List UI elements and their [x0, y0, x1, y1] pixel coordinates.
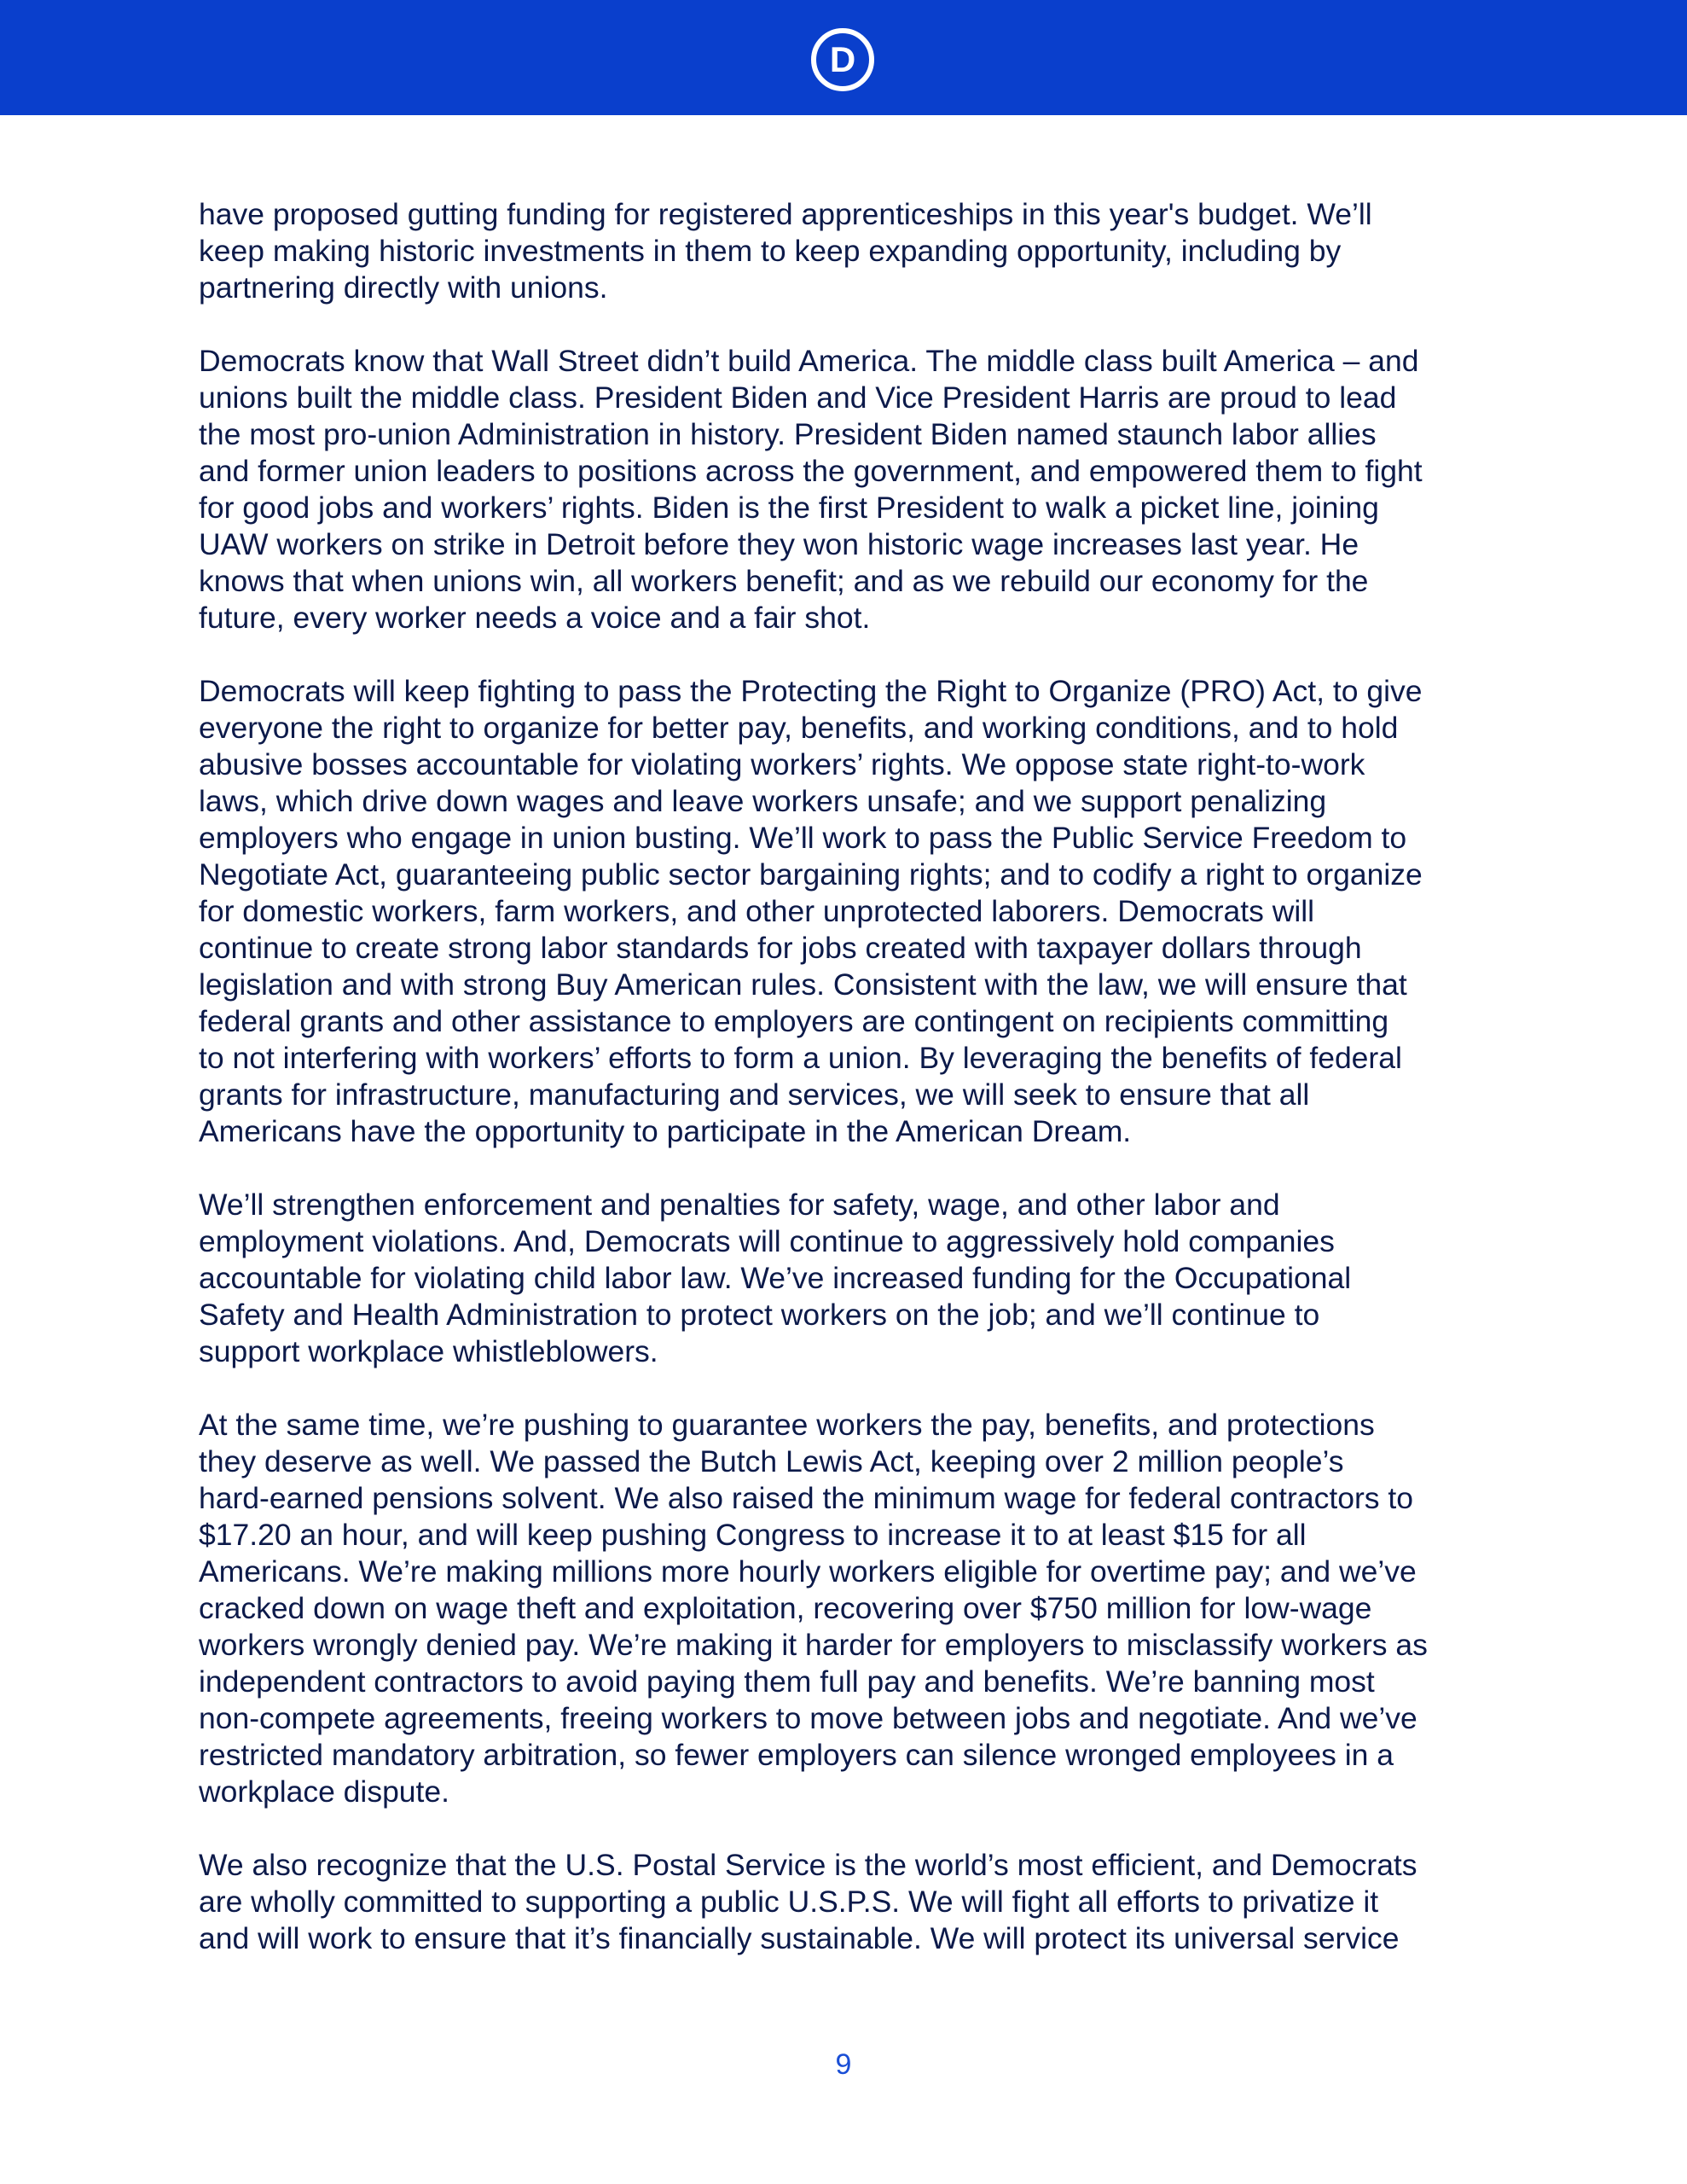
body-paragraph [199, 673, 1495, 1150]
page-number: 9 [835, 2048, 852, 2081]
text-line: to not interfering with workers’ efforts to form a union. By leveraging the benefits of federal [199, 1041, 1402, 1075]
text-line: they deserve as well. We passed the Butch Lewis Act, keeping over 2 million people’s [199, 1444, 1344, 1478]
body-paragraph [199, 1187, 1495, 1370]
text-line: employers who engage in union busting. We’ll work to pass the Public Service Freedom to [199, 821, 1407, 855]
text-line: Americans have the opportunity to participate in the American Dream. [199, 1114, 1132, 1148]
body-paragraph [199, 1847, 1495, 1957]
text-line: unions built the middle class. President Biden and Vice President Harris are proud to lead [199, 380, 1397, 415]
text-line: laws, which drive down wages and leave workers unsafe; and we support penalizing [199, 784, 1327, 818]
text-line: Safety and Health Administration to protect workers on the job; and we’ll continue to [199, 1298, 1320, 1332]
democrats-logo-icon [810, 27, 875, 92]
text-line: legislation and with strong Buy American rules. Consistent with the law, we will ensure that [199, 967, 1407, 1002]
text-line: independent contractors to avoid paying them full pay and benefits. We’re banning most [199, 1664, 1375, 1699]
text-line: hard-earned pensions solvent. We also raised the minimum wage for federal contractors to [199, 1481, 1414, 1515]
text-line: for domestic workers, farm workers, and other unprotected laborers. Democrats will [199, 894, 1315, 928]
body-paragraph [199, 196, 1495, 306]
text-line: knows that when unions win, all workers benefit; and as we rebuild our economy for the [199, 564, 1369, 598]
text-line: Americans. We’re making millions more hourly workers eligible for overtime pay; and we’ve [199, 1554, 1417, 1589]
text-line: abusive bosses accountable for violating workers’ rights. We oppose state right-to-work [199, 747, 1365, 781]
text-line: continue to create strong labor standards for jobs created with taxpayer dollars through [199, 931, 1362, 965]
text-line: workers wrongly denied pay. We’re making it harder for employers to misclassify workers as [199, 1628, 1428, 1662]
text-line: support workplace whistleblowers. [199, 1334, 658, 1368]
text-line: for good jobs and workers’ rights. Biden is the first President to walk a picket line, joining [199, 491, 1379, 525]
text-line: cracked down on wage theft and exploitation, recovering over $750 million for low-wage [199, 1591, 1372, 1625]
text-line: the most pro-union Administration in history. President Biden named staunch labor allies [199, 417, 1377, 451]
text-line: Democrats know that Wall Street didn’t build America. The middle class built America – and [199, 344, 1419, 378]
text-line: future, every worker needs a voice and a fair shot. [199, 601, 871, 635]
body-text [199, 196, 1495, 1994]
text-line: $17.20 an hour, and will keep pushing Congress to increase it to at least $15 for all [199, 1518, 1307, 1552]
text-line: are wholly committed to supporting a public U.S.P.S. We will fight all efforts to privatize it [199, 1885, 1379, 1919]
text-line: grants for infrastructure, manufacturing and services, we will seek to ensure that all [199, 1077, 1310, 1112]
text-line: Democrats will keep fighting to pass the Protecting the Right to Organize (PRO) Act, to give [199, 674, 1423, 708]
text-line: non-compete agreements, freeing workers to move between jobs and negotiate. And we’ve [199, 1701, 1417, 1735]
text-line: partnering directly with unions. [199, 270, 608, 305]
text-line: and will work to ensure that it’s financially sustainable. We will protect its universal service [199, 1921, 1400, 1955]
text-line: federal grants and other assistance to employers are contingent on recipients committing [199, 1004, 1389, 1038]
text-line: We’ll strengthen enforcement and penalties for safety, wage, and other labor and [199, 1188, 1280, 1222]
text-line: workplace dispute. [199, 1774, 450, 1809]
text-line: UAW workers on strike in Detroit before they won historic wage increases last year. He [199, 527, 1359, 561]
text-line: employment violations. And, Democrats will continue to aggressively hold companies [199, 1224, 1335, 1258]
text-line: accountable for violating child labor law. We’ve increased funding for the Occupational [199, 1261, 1352, 1295]
text-line: Negotiate Act, guaranteeing public sector bargaining rights; and to codify a right to organize [199, 857, 1423, 892]
text-line: At the same time, we’re pushing to guarantee workers the pay, benefits, and protections [199, 1408, 1375, 1442]
body-paragraph [199, 1407, 1495, 1810]
text-line: have proposed gutting funding for registered apprenticeships in this year's budget. We’ll [199, 197, 1372, 231]
text-line: restricted mandatory arbitration, so fewer employers can silence wronged employees in a [199, 1738, 1394, 1772]
text-line: keep making historic investments in them to keep expanding opportunity, including by [199, 234, 1342, 268]
text-line: and former union leaders to positions across the government, and empowered them to fight [199, 454, 1423, 488]
header-bar [0, 0, 1687, 115]
text-line: everyone the right to organize for better pay, benefits, and working conditions, and to hold [199, 711, 1399, 745]
text-line: We also recognize that the U.S. Postal Service is the world’s most efficient, and Democrats [199, 1848, 1417, 1882]
logo-letter: D [829, 39, 856, 79]
body-paragraph [199, 343, 1495, 636]
